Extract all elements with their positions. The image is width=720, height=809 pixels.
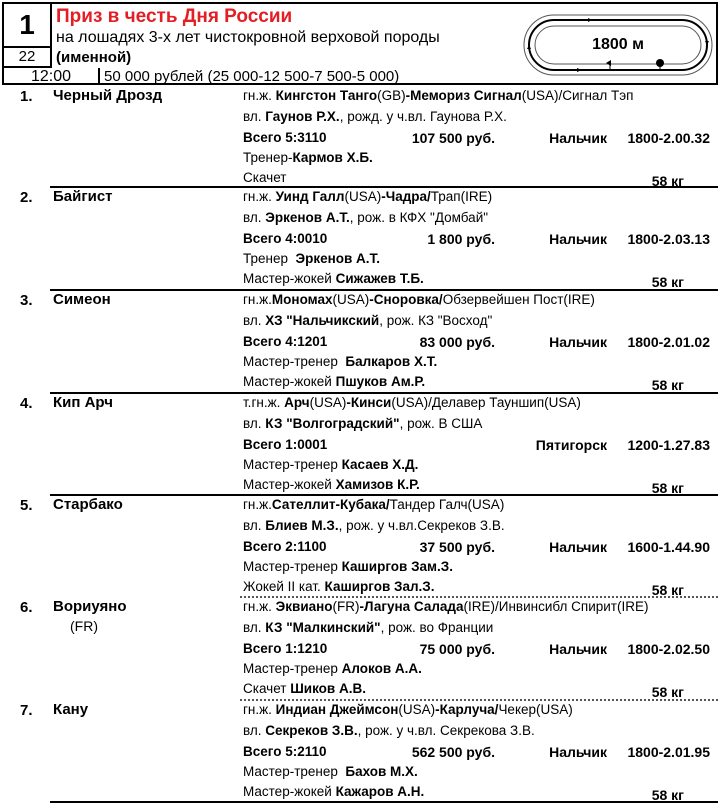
best-track: Нальчик [549, 744, 607, 760]
breeder: , рож. КЗ "Восход" [379, 313, 493, 328]
owner: Гаунов Р.Х. [265, 109, 340, 124]
weight: 58 кг [651, 582, 684, 598]
dam-origin: (USA) [521, 88, 559, 103]
breeder: , рожд. у ч.вл. Гаунова Р.Х. [339, 109, 507, 124]
race-named: (именной) [56, 49, 132, 66]
best-track: Нальчик [549, 130, 607, 146]
owner-line [243, 313, 492, 328]
trainer-line [243, 251, 380, 266]
pedigree-dash: - [381, 189, 386, 204]
horse-name: Вориуяно [53, 598, 127, 615]
owner-line [243, 620, 493, 635]
trainer-prefix: Тренер [243, 251, 296, 266]
race-prize: 50 000 рублей (25 000-12 500-7 500-5 000) [104, 68, 400, 85]
trainer-prefix: Тренер- [243, 150, 293, 165]
earnings: 107 500 руб. [411, 130, 495, 146]
sire-origin: (FR) [332, 599, 360, 614]
owner-prefix: вл. [243, 109, 266, 124]
dam: Карлуча/ [439, 702, 499, 717]
coat-sex: гн.ж. [243, 702, 276, 717]
sire-origin: (USA) [398, 702, 436, 717]
damsire: Делавер Тауншип(USA) [431, 395, 581, 410]
jockey-prefix: Мастер-жокей [243, 374, 336, 389]
entry-number: 5. [20, 497, 33, 514]
entry-divider [50, 801, 718, 803]
jockey-line [243, 477, 420, 492]
pedigree [243, 189, 492, 204]
jockey-line [243, 681, 366, 696]
dam-origin: (USA) [391, 395, 429, 410]
entry-row [0, 86, 720, 188]
owner-prefix: вл. [243, 518, 266, 533]
weight: 58 кг [651, 377, 684, 393]
trainer: Эркенов А.Т. [295, 251, 381, 266]
trainer-line [243, 764, 418, 779]
pedigree-slash: / [558, 88, 563, 103]
weight: 58 кг [651, 787, 684, 803]
jockey: Шиков А.В. [290, 681, 366, 696]
weight: 58 кг [651, 173, 684, 189]
horse-name: Симеон [53, 291, 111, 308]
trainer-line [243, 661, 422, 676]
entry-number: 7. [20, 702, 33, 719]
jockey: Каширгов Зал.З. [324, 579, 435, 594]
entry-number: 2. [20, 189, 33, 206]
jockey-prefix: Жокей II кат. [243, 579, 325, 594]
best-time: 1800-2.01.02 [627, 334, 710, 350]
pedigree-dash: - [369, 292, 374, 307]
sire-origin: (GB) [377, 88, 406, 103]
career-record: Всего 4:1201 [243, 334, 328, 349]
pedigree [243, 292, 595, 307]
jockey-line [243, 784, 424, 799]
pedigree-dash: - [359, 599, 365, 614]
entry-number: 3. [20, 292, 33, 309]
sire: Кингстон Танго [275, 88, 378, 103]
coat-sex: гн.ж. [243, 88, 276, 103]
career-record: Всего 5:3110 [243, 130, 327, 145]
sire: Мономах [271, 292, 333, 307]
pedigree-dash: - [405, 88, 411, 103]
dam: Кинси [350, 395, 392, 410]
entry-row [0, 187, 720, 289]
owner-line [243, 416, 482, 431]
owner: ХЗ "Нальчикский [265, 313, 380, 328]
breeder: , рож. у ч.вл.Секреков З.В. [338, 518, 505, 533]
sire: Эквиано [275, 599, 333, 614]
dam: Мемориз Сигнал [410, 88, 522, 103]
coat-sex: гн.ж. [243, 189, 276, 204]
entry-row [0, 597, 720, 699]
race-subtitle: на лошадях 3-х лет чистокровной верховой породы [56, 29, 440, 46]
breeder: , рож. во Франции [380, 620, 494, 635]
trainer-line [243, 354, 437, 369]
entry-number: 4. [20, 395, 33, 412]
sire-origin: (USA) [344, 189, 382, 204]
pedigree-dash: - [435, 702, 440, 717]
coat-sex: гн.ж. [243, 292, 272, 307]
damsire: Чекер(USA) [498, 702, 573, 717]
sire: Сателлит-Кубака/ [271, 497, 390, 512]
career-record: Всего 4:0010 [243, 231, 328, 246]
breeder: , рож. в КФХ "Домбай" [349, 210, 489, 225]
owner: Секреков З.В. [265, 723, 358, 738]
race-time: 12:00 [4, 68, 100, 85]
damsire: Трап(IRE) [430, 189, 493, 204]
jockey-prefix: Мастер-жокей [243, 477, 336, 492]
owner-prefix: вл. [243, 416, 266, 431]
pedigree [243, 88, 634, 103]
owner-prefix: вл. [243, 723, 266, 738]
jockey-prefix: Мастер-жокей [243, 271, 336, 286]
track-diagram [522, 12, 714, 78]
best-time: 1800-2.01.95 [627, 744, 710, 760]
damsire: Обзервейшен Пост(IRE) [442, 292, 595, 307]
entry-row [0, 290, 720, 392]
jockey-line [243, 374, 425, 389]
dam: Чадра/ [385, 189, 431, 204]
best-track: Нальчик [549, 231, 607, 247]
horse-name: Байгист [53, 188, 113, 205]
coat-sex: гн.ж. [243, 599, 276, 614]
career-record: Всего 2:1100 [243, 539, 327, 554]
owner-prefix: вл. [243, 313, 266, 328]
jockey: Хамизов К.Р. [335, 477, 420, 492]
best-time: 1800-2.00.32 [627, 130, 710, 146]
best-track: Нальчик [549, 334, 607, 350]
jockey-prefix: Скачет [243, 681, 291, 696]
best-track: Нальчик [549, 641, 607, 657]
entry-row [0, 700, 720, 802]
jockey-line [243, 170, 286, 185]
damsire: Инвинсибл Спирит(IRE) [498, 599, 649, 614]
jockey: Сижажев Т.Б. [335, 271, 424, 286]
owner-line [243, 109, 507, 124]
jockey-prefix: Скачет [243, 170, 287, 185]
dam-origin: (IRE) [463, 599, 495, 614]
owner: КЗ "Малкинский" [265, 620, 381, 635]
weight: 58 кг [651, 684, 684, 700]
owner-prefix: вл. [243, 210, 266, 225]
trainer: Алоков А.А. [341, 661, 422, 676]
coat-sex: т.гн.ж. [243, 395, 285, 410]
trainer-prefix: Мастер-тренер [243, 661, 342, 676]
entry-number: 1. [20, 88, 33, 105]
entry-row [0, 393, 720, 495]
owner: Блиев М.З. [265, 518, 339, 533]
earnings: 1 800 руб. [427, 231, 495, 247]
owner: Эркенов А.Т. [265, 210, 350, 225]
trainer-line [243, 559, 453, 574]
pedigree [243, 702, 573, 717]
dam: Лагуна Салада [364, 599, 464, 614]
trainer: Каширгов Зам.З. [341, 559, 453, 574]
best-track: Нальчик [549, 539, 607, 555]
trainer-prefix: Мастер-тренер [243, 354, 346, 369]
trainer: Касаев Х.Д. [341, 457, 419, 472]
jockey-prefix: Мастер-жокей [243, 784, 336, 799]
breeder: , рож. В США [399, 416, 483, 431]
career-record: Всего 1:0001 [243, 437, 328, 452]
horse-origin: (FR) [70, 618, 98, 634]
sire-origin: (USA) [309, 395, 347, 410]
earnings: 75 000 руб. [419, 641, 495, 657]
owner-line [243, 723, 535, 738]
earnings: 83 000 руб. [419, 334, 495, 350]
sire: Арч [284, 395, 310, 410]
trainer: Балкаров Х.Т. [345, 354, 438, 369]
pedigree [243, 599, 648, 614]
damsire: Тандер Галч(USA) [389, 497, 505, 512]
race-header [2, 2, 718, 85]
pedigree-slash: / [495, 599, 499, 614]
owner-prefix: вл. [243, 620, 266, 635]
horse-name: Старбако [53, 496, 123, 513]
trainer-prefix: Мастер-тренер [243, 764, 346, 779]
weight: 58 кг [651, 480, 684, 496]
pedigree-slash: / [428, 395, 432, 410]
jockey-line [243, 579, 435, 594]
dam: Сноровка/ [373, 292, 443, 307]
sire: Уинд Галл [275, 189, 345, 204]
earnings: 37 500 руб. [419, 539, 495, 555]
distance-label: 1800 м [592, 36, 644, 53]
jockey: Кажаров А.Н. [335, 784, 425, 799]
best-time: 1600-1.44.90 [627, 539, 710, 555]
entry-number: 6. [20, 599, 33, 616]
trainer: Кармов Х.Б. [292, 150, 373, 165]
best-track: Пятигорск [535, 437, 607, 453]
sire: Индиан Джеймсон [275, 702, 399, 717]
jockey-line [243, 271, 424, 286]
runners-count: 22 [4, 48, 52, 68]
coat-sex: гн.ж. [243, 497, 272, 512]
breeder: , рож. у ч.вл. Секрекова З.В. [357, 723, 535, 738]
trainer: Бахов М.Х. [345, 764, 418, 779]
trainer-prefix: Мастер-тренер [243, 559, 342, 574]
owner: КЗ "Волгоградский" [265, 416, 400, 431]
sire-origin: (USA) [332, 292, 370, 307]
best-time: 1800-2.03.13 [627, 231, 710, 247]
trainer-prefix: Мастер-тренер [243, 457, 342, 472]
best-time: 1800-2.02.50 [627, 641, 710, 657]
jockey: Пшуков Ам.Р. [335, 374, 426, 389]
damsire: Сигнал Тэп [562, 88, 634, 103]
best-time: 1200-1.27.83 [627, 437, 710, 453]
horse-name: Черный Дрозд [53, 87, 163, 104]
race-number: 1 [4, 4, 52, 48]
pedigree [243, 395, 581, 410]
career-record: Всего 5:2110 [243, 744, 327, 759]
race-title: Приз в честь Дня России [56, 6, 293, 27]
trainer-line [243, 457, 418, 472]
pedigree-dash: - [346, 395, 351, 410]
owner-line [243, 210, 488, 225]
earnings: 562 500 руб. [411, 744, 495, 760]
entry-row [0, 495, 720, 597]
pedigree [243, 497, 504, 512]
weight: 58 кг [651, 274, 684, 290]
trainer-line [243, 150, 373, 165]
horse-name: Кип Арч [53, 394, 113, 411]
horse-name: Кану [53, 701, 89, 718]
owner-line [243, 518, 505, 533]
career-record: Всего 1:1210 [243, 641, 328, 656]
